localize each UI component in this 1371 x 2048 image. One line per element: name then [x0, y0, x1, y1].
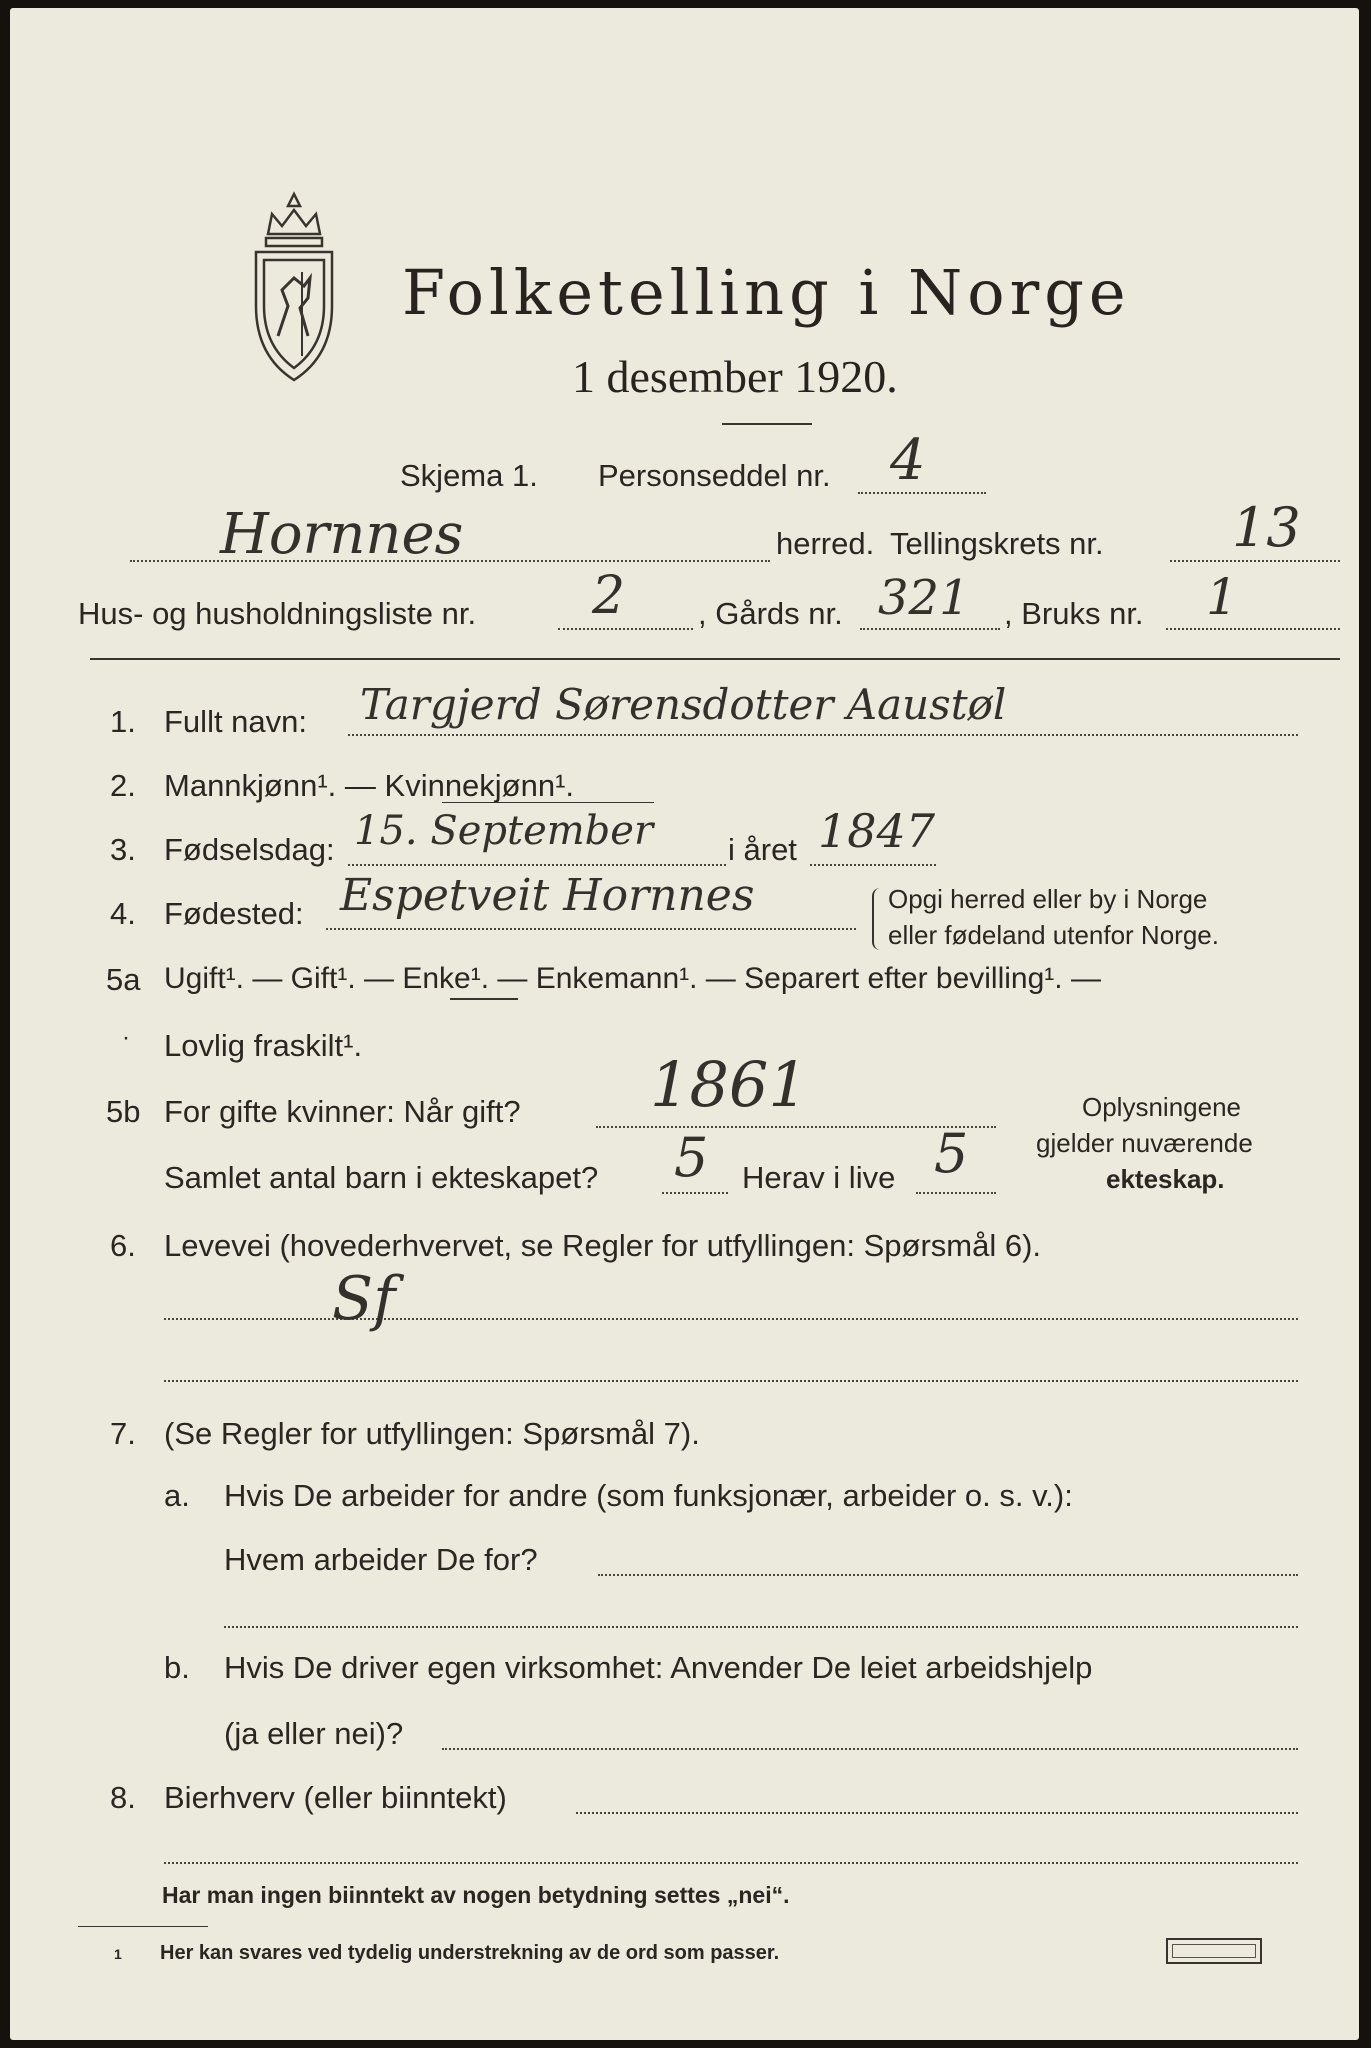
census-form-sheet: [10, 8, 1359, 2040]
q2-label: Mannkjønn¹. — Kvinnekjønn¹.: [164, 768, 575, 803]
q5b-note-line3: ekteskap.: [1106, 1164, 1225, 1194]
footnote-mark: 1: [114, 1946, 122, 1962]
tellingskrets-value: 13: [1232, 496, 1301, 559]
title-divider: [722, 423, 812, 425]
header-divider: [90, 658, 1340, 660]
q6-number: 6.: [110, 1228, 136, 1263]
q5b-note-line1: Oplysningene: [1082, 1092, 1241, 1122]
herred-value: Hornnes: [220, 502, 464, 567]
q6-line2: [164, 1380, 1298, 1382]
q1-value: Targjerd Sørensdotter Aaustøl: [360, 680, 1007, 729]
q4-note-line1: Opgi herred eller by i Norge: [888, 884, 1208, 914]
gards-label: , Gårds nr.: [698, 596, 843, 631]
q7-label: (Se Regler for utfyllingen: Spørsmål 7).: [164, 1416, 700, 1451]
q3-year-value: 1847: [818, 804, 936, 858]
q7a-line1: [598, 1574, 1298, 1576]
q6-label: Levevei (hovederhvervet, se Regler for utfyllingen: Spørsmål 6).: [164, 1228, 1042, 1263]
q7a-label2: Hvem arbeider De for?: [224, 1542, 538, 1577]
q5b-label: For gifte kvinner: Når gift?: [164, 1094, 521, 1129]
q5a-enke-underline: [450, 998, 518, 1000]
q5b-alive-label: Herav i live: [742, 1160, 896, 1195]
form-title: Folketelling i Norge: [402, 256, 1131, 329]
q4-note-brace: [872, 888, 882, 950]
q3-year-label: i året: [728, 832, 797, 867]
bruks-value: 1: [1206, 568, 1238, 626]
skjema-label: Skjema 1.: [400, 458, 538, 493]
q5a-label2: Lovlig fraskilt¹.: [164, 1028, 363, 1063]
footnote-text: Her kan svares ved tydelig understrekning av de ord som passer.: [160, 1942, 780, 1964]
q3-year-line: [810, 864, 936, 866]
q4-label: Fødested:: [164, 896, 304, 931]
q8-line2: [164, 1862, 1298, 1864]
q5b-married-value: 1861: [650, 1048, 808, 1121]
q3-label: Fødselsdag:: [164, 832, 335, 867]
q4-line: [326, 928, 856, 930]
gards-line: [860, 628, 1000, 630]
q3-number: 3.: [110, 832, 136, 867]
q1-number: 1.: [110, 704, 136, 739]
q8-line1: [576, 1812, 1298, 1814]
q2-number: 2.: [110, 768, 136, 803]
gards-value: 321: [878, 570, 970, 626]
hus-label: Hus- og husholdningsliste nr.: [78, 596, 477, 631]
personseddel-value: 4: [890, 428, 926, 493]
q5b-children-label: Samlet antal barn i ekteskapet?: [164, 1160, 599, 1195]
q5b-number: 5b: [106, 1094, 141, 1129]
q7a-letter: a.: [164, 1478, 190, 1513]
q7b-line: [442, 1748, 1298, 1750]
q5b-alive-line: [916, 1192, 996, 1194]
q3-day-line: [348, 864, 726, 866]
q7b-letter: b.: [164, 1650, 190, 1685]
hus-line: [558, 628, 693, 630]
coat-of-arms-icon: [238, 186, 350, 386]
q8-number: 8.: [110, 1780, 136, 1815]
q1-line: [348, 734, 1298, 736]
printer-stamp: [1166, 1938, 1262, 1964]
q7a-label: Hvis De arbeider for andre (som funksjonær, arbeider o. s. v.):: [224, 1478, 1073, 1513]
form-date: 1 desember 1920.: [572, 351, 898, 402]
q5b-children-line: [662, 1192, 728, 1194]
tellingskrets-line: [1170, 560, 1340, 562]
q7b-label: Hvis De driver egen virksomhet: Anvender De leiet arbeidshjelp: [224, 1650, 1093, 1685]
nei-note: Har man ingen biinntekt av nogen betydning settes „nei“.: [162, 1882, 790, 1908]
q8-label: Bierhverv (eller biinntekt): [164, 1780, 507, 1815]
q3-day-value: 15. September: [354, 808, 654, 854]
q5b-children-value: 5: [674, 1126, 709, 1189]
q5a-label: Ugift¹. — Gift¹. — Enke¹. — Enkemann¹. — Separert efter bevilling¹. —: [164, 962, 1101, 995]
q4-value: Espetveit Hornnes: [340, 870, 755, 921]
q5a-bullet: ·: [122, 1024, 130, 1051]
q7b-label2: (ja eller nei)?: [224, 1716, 404, 1751]
q7a-line2: [224, 1626, 1298, 1628]
q7-number: 7.: [110, 1416, 136, 1451]
bruks-label: , Bruks nr.: [1004, 596, 1144, 631]
q5b-alive-value: 5: [934, 1122, 969, 1185]
herred-label: herred.: [776, 526, 875, 561]
bruks-line: [1166, 628, 1340, 630]
q1-label: Fullt navn:: [164, 704, 308, 739]
q6-value: Sf: [332, 1264, 396, 1334]
personseddel-label: Personseddel nr.: [598, 458, 831, 493]
tellingskrets-label: Tellingskrets nr.: [890, 526, 1104, 561]
hus-value: 2: [592, 566, 626, 626]
q5a-number: 5a: [106, 962, 141, 997]
q5b-note-line2: gjelder nuværende: [1036, 1128, 1253, 1158]
footnote-rule: [78, 1926, 208, 1927]
q4-note-line2: eller fødeland utenfor Norge.: [888, 920, 1219, 950]
q2-kvinnekjonn-underline: [442, 802, 654, 803]
q4-number: 4.: [110, 896, 136, 931]
